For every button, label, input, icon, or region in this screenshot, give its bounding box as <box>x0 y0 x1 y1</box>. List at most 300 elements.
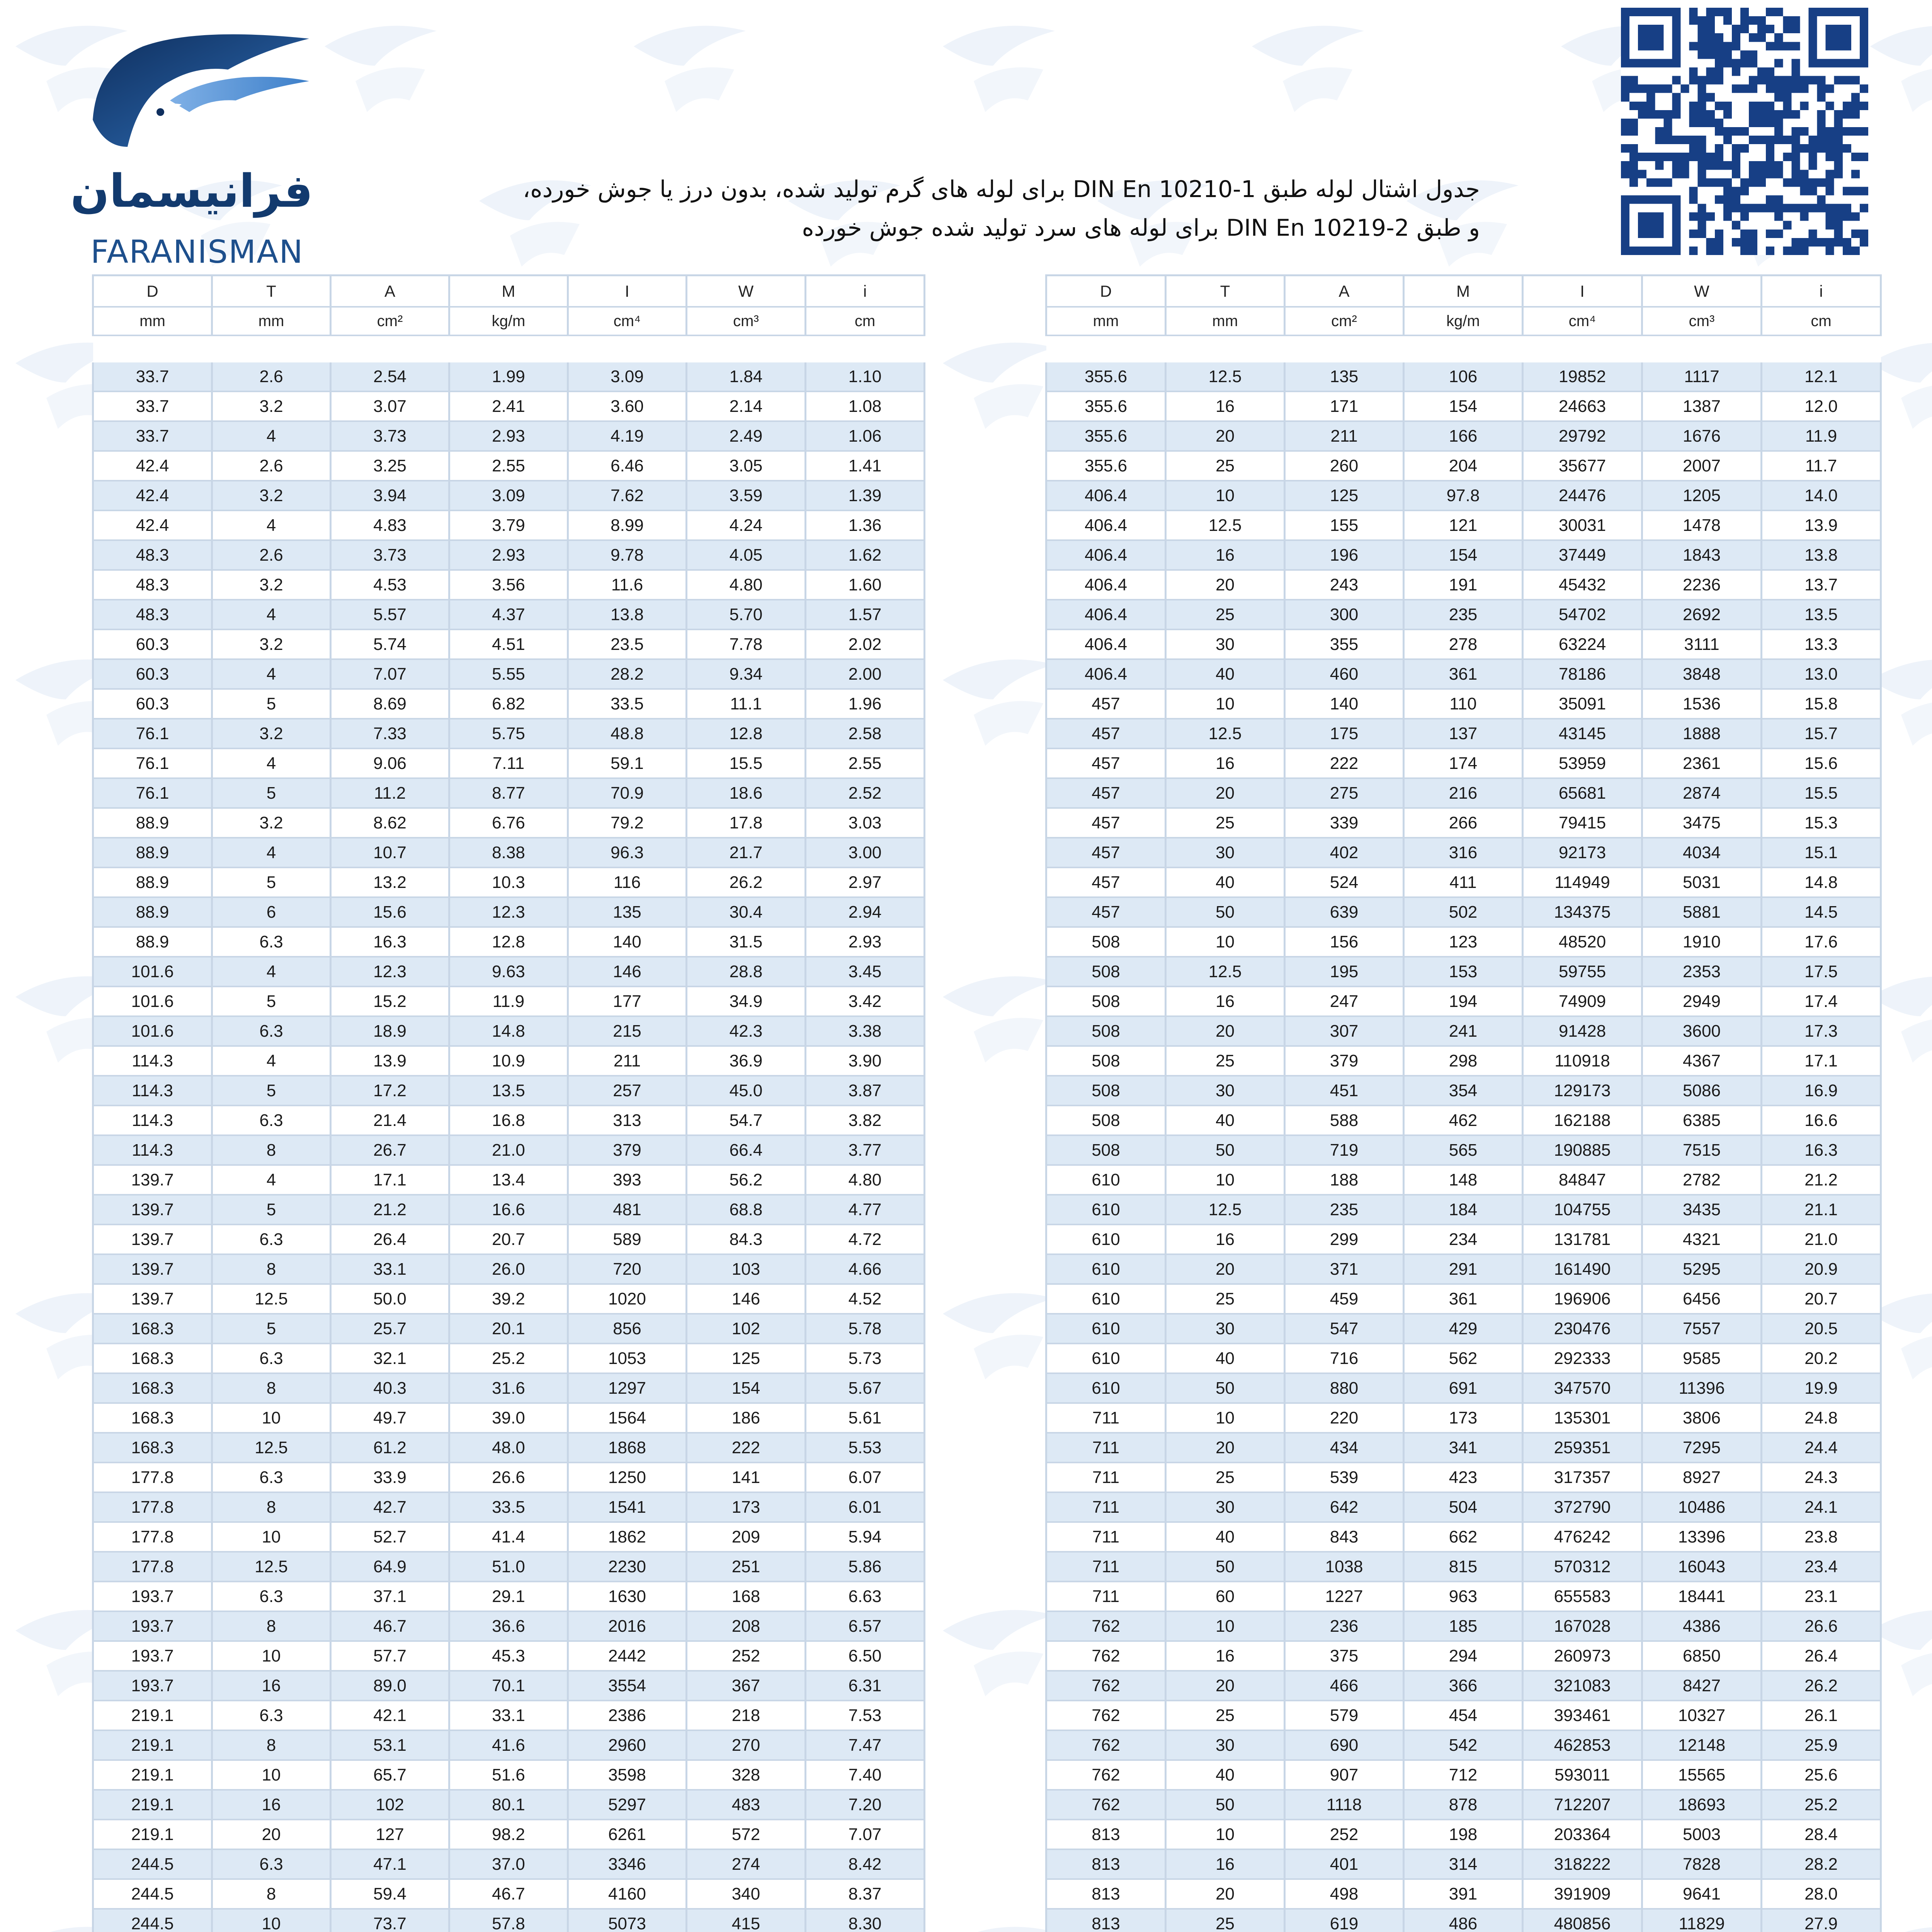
table-row <box>1046 778 1881 808</box>
table-cell: 6.82 <box>449 689 568 719</box>
table-cell: 114.3 <box>93 1105 212 1135</box>
table-cell: 610 <box>1046 1284 1166 1314</box>
table-cell: 33.1 <box>449 1701 568 1730</box>
table-cell: 8 <box>212 1492 331 1522</box>
table-cell: 4321 <box>1642 1225 1762 1254</box>
table-cell: 4.51 <box>449 629 568 659</box>
table-cell: 42.4 <box>93 451 212 481</box>
table-cell: 60.3 <box>93 689 212 719</box>
table-cell: 3.09 <box>449 481 568 510</box>
table-cell: 15.1 <box>1762 838 1881 867</box>
table-cell: 8.42 <box>806 1849 925 1879</box>
table-cell: 51.0 <box>449 1552 568 1582</box>
table-cell: 28.4 <box>1762 1820 1881 1849</box>
table-cell: 292333 <box>1523 1344 1642 1373</box>
table-cell: 191 <box>1404 570 1523 600</box>
table-cell: 10 <box>212 1522 331 1552</box>
table-cell: 16 <box>1166 986 1285 1016</box>
table-cell: 454 <box>1404 1701 1523 1730</box>
table-cell: 31.5 <box>687 927 806 957</box>
table-cell: 21.2 <box>331 1195 449 1225</box>
table-row <box>1046 1611 1881 1641</box>
table-cell: 6.3 <box>212 1016 331 1046</box>
table-cell: 168.3 <box>93 1433 212 1463</box>
column-header: D <box>1046 276 1166 307</box>
table-cell: 34.9 <box>687 986 806 1016</box>
table-cell: 3111 <box>1642 629 1762 659</box>
table-cell: 1888 <box>1642 719 1762 748</box>
table-cell: 28.2 <box>1762 1849 1881 1879</box>
table-cell: 25.2 <box>1762 1790 1881 1820</box>
table-cell: 13.8 <box>568 600 687 629</box>
table-cell: 655583 <box>1523 1582 1642 1611</box>
table-cell: 50 <box>1166 1552 1285 1582</box>
table-cell: 244.5 <box>93 1879 212 1909</box>
title-line: جدول اشتال لوله طبق DIN En 10210-1 برای لوله های گرم تولید شده، بدون درز یا جوش خورده، <box>522 176 1480 203</box>
table-cell: 173 <box>687 1492 806 1522</box>
table-cell: 26.6 <box>1762 1611 1881 1641</box>
table-row <box>1046 1760 1881 1790</box>
table-cell: 59.1 <box>568 748 687 778</box>
table-cell: 4386 <box>1642 1611 1762 1641</box>
table-row <box>93 481 925 510</box>
table-cell: 37.0 <box>449 1849 568 1879</box>
table-row <box>1046 1492 1881 1522</box>
table-cell: 12.0 <box>1762 391 1881 421</box>
table-row <box>1046 1790 1881 1820</box>
table-cell: 252 <box>1285 1820 1404 1849</box>
table-cell: 1.36 <box>806 510 925 540</box>
table-cell: 15.7 <box>1762 719 1881 748</box>
table-cell: 508 <box>1046 957 1166 986</box>
table-cell: 39.2 <box>449 1284 568 1314</box>
table-cell: 610 <box>1046 1195 1166 1225</box>
table-cell: 68.8 <box>687 1195 806 1225</box>
table-row <box>1046 481 1881 510</box>
table-cell: 219.1 <box>93 1790 212 1820</box>
table-cell: 406.4 <box>1046 629 1166 659</box>
table-cell: 16.9 <box>1762 1076 1881 1105</box>
table-cell: 402 <box>1285 838 1404 867</box>
table-cell: 3.2 <box>212 629 331 659</box>
table-cell: 1564 <box>568 1403 687 1433</box>
table-cell: 16 <box>212 1671 331 1701</box>
table-cell: 30 <box>1166 1730 1285 1760</box>
table-row <box>93 808 925 838</box>
table-cell: 12.8 <box>449 927 568 957</box>
table-cell: 66.4 <box>687 1135 806 1165</box>
table-cell: 610 <box>1046 1373 1166 1403</box>
table-cell: 5.61 <box>806 1403 925 1433</box>
table-cell: 40 <box>1166 1344 1285 1373</box>
table-cell: 188 <box>1285 1165 1404 1195</box>
table-row <box>1046 1344 1881 1373</box>
table-cell: 30 <box>1166 1492 1285 1522</box>
table-cell: 355.6 <box>1046 421 1166 451</box>
table-cell: 354 <box>1404 1076 1523 1105</box>
table-cell: 8.69 <box>331 689 449 719</box>
table-cell: 3.90 <box>806 1046 925 1076</box>
table-cell: 53.1 <box>331 1730 449 1760</box>
table-cell: 65.7 <box>331 1760 449 1790</box>
table-cell: 6.3 <box>212 1225 331 1254</box>
table-cell: 4 <box>212 957 331 986</box>
table-cell: 813 <box>1046 1909 1166 1932</box>
table-cell: 4160 <box>568 1879 687 1909</box>
table-cell: 2.54 <box>331 362 449 391</box>
table-cell: 39.0 <box>449 1403 568 1433</box>
table-cell: 20.2 <box>1762 1344 1881 1373</box>
table-cell: 17.8 <box>687 808 806 838</box>
column-unit: mm <box>1166 307 1285 335</box>
table-cell: 406.4 <box>1046 481 1166 510</box>
table-cell: 4.53 <box>331 570 449 600</box>
table-row <box>93 1522 925 1552</box>
table-cell: 3.2 <box>212 391 331 421</box>
table-cell: 13.5 <box>449 1076 568 1105</box>
table-cell: 45.3 <box>449 1641 568 1671</box>
table-cell: 53959 <box>1523 748 1642 778</box>
table-cell: 36.6 <box>449 1611 568 1641</box>
table-row <box>1046 451 1881 481</box>
table-cell: 460 <box>1285 659 1404 689</box>
table-cell: 37449 <box>1523 540 1642 570</box>
table-cell: 3.45 <box>806 957 925 986</box>
table-cell: 1541 <box>568 1492 687 1522</box>
table-cell: 20 <box>1166 421 1285 451</box>
table-cell: 28.0 <box>1762 1879 1881 1909</box>
table-cell: 13.7 <box>1762 570 1881 600</box>
table-cell: 48520 <box>1523 927 1642 957</box>
table-cell: 17.1 <box>331 1165 449 1195</box>
table-cell: 37.1 <box>331 1582 449 1611</box>
table-cell: 16.3 <box>331 927 449 957</box>
table-cell: 1227 <box>1285 1582 1404 1611</box>
table-row <box>1046 1076 1881 1105</box>
table-cell: 691 <box>1404 1373 1523 1403</box>
table-cell: 11.1 <box>687 689 806 719</box>
table-cell: 762 <box>1046 1701 1166 1730</box>
table-cell: 3.87 <box>806 1076 925 1105</box>
table-cell: 10 <box>1166 1611 1285 1641</box>
table-cell: 355.6 <box>1046 391 1166 421</box>
table-cell: 15565 <box>1642 1760 1762 1790</box>
table-row <box>93 1701 925 1730</box>
table-cell: 579 <box>1285 1701 1404 1730</box>
table-cell: 508 <box>1046 1135 1166 1165</box>
table-cell: 5 <box>212 1195 331 1225</box>
table-row <box>93 1076 925 1105</box>
table-cell: 2949 <box>1642 986 1762 1016</box>
table-cell: 17.4 <box>1762 986 1881 1016</box>
table-row <box>93 1105 925 1135</box>
table-cell: 5.75 <box>449 719 568 748</box>
table-cell: 406.4 <box>1046 540 1166 570</box>
column-header: I <box>1523 276 1642 307</box>
table-cell: 79.2 <box>568 808 687 838</box>
table-cell: 33.5 <box>449 1492 568 1522</box>
table-cell: 610 <box>1046 1225 1166 1254</box>
table-cell: 219.1 <box>93 1730 212 1760</box>
table-cell: 4.19 <box>568 421 687 451</box>
table-cell: 8.30 <box>806 1909 925 1932</box>
table-cell: 457 <box>1046 748 1166 778</box>
table-cell: 84.3 <box>687 1225 806 1254</box>
table-cell: 155 <box>1285 510 1404 540</box>
table-cell: 294 <box>1404 1641 1523 1671</box>
column-header: W <box>687 276 806 307</box>
table-cell: 1.10 <box>806 362 925 391</box>
table-row <box>93 1016 925 1046</box>
table-cell: 13.0 <box>1762 659 1881 689</box>
table-cell: 28.2 <box>568 659 687 689</box>
table-cell: 25.6 <box>1762 1760 1881 1790</box>
table-cell: 372790 <box>1523 1492 1642 1522</box>
table-cell: 508 <box>1046 1076 1166 1105</box>
table-cell: 2386 <box>568 1701 687 1730</box>
table-cell: 10 <box>1166 927 1285 957</box>
column-header: I <box>568 276 687 307</box>
table-cell: 146 <box>687 1284 806 1314</box>
table-cell: 508 <box>1046 927 1166 957</box>
table-cell: 459 <box>1285 1284 1404 1314</box>
table-row <box>1046 1284 1881 1314</box>
table-row <box>93 1730 925 1760</box>
table-cell: 4 <box>212 659 331 689</box>
table-cell: 2.02 <box>806 629 925 659</box>
table-cell: 211 <box>568 1046 687 1076</box>
table-cell: 2.93 <box>449 421 568 451</box>
table-cell: 20 <box>1166 1254 1285 1284</box>
table-cell: 711 <box>1046 1552 1166 1582</box>
table-cell: 355.6 <box>1046 362 1166 391</box>
table-cell: 314 <box>1404 1849 1523 1879</box>
table-cell: 14.5 <box>1762 897 1881 927</box>
table-cell: 32.1 <box>331 1344 449 1373</box>
table-cell: 2.14 <box>687 391 806 421</box>
table-cell: 316 <box>1404 838 1523 867</box>
table-cell: 5 <box>212 778 331 808</box>
table-cell: 185 <box>1404 1611 1523 1641</box>
table-cell: 3346 <box>568 1849 687 1879</box>
table-row <box>93 362 925 391</box>
header-row <box>93 276 925 307</box>
table-row <box>93 1344 925 1373</box>
table-cell: 42.7 <box>331 1492 449 1522</box>
table-row <box>93 867 925 897</box>
table-cell: 193.7 <box>93 1671 212 1701</box>
table-cell: 13.2 <box>331 867 449 897</box>
table-cell: 4.66 <box>806 1254 925 1284</box>
table-row <box>1046 540 1881 570</box>
table-cell: 5.94 <box>806 1522 925 1552</box>
table-cell: 4.24 <box>687 510 806 540</box>
table-cell: 17.2 <box>331 1076 449 1105</box>
table-cell: 8427 <box>1642 1671 1762 1701</box>
table-cell: 43145 <box>1523 719 1642 748</box>
column-unit: cm³ <box>1642 307 1762 335</box>
table-cell: 639 <box>1285 897 1404 927</box>
table-cell: 88.9 <box>93 897 212 927</box>
table-row <box>1046 748 1881 778</box>
table-cell: 98.2 <box>449 1820 568 1849</box>
table-cell: 878 <box>1404 1790 1523 1820</box>
table-cell: 307 <box>1285 1016 1404 1046</box>
table-cell: 9585 <box>1642 1344 1762 1373</box>
table-cell: 25 <box>1166 1284 1285 1314</box>
column-unit: cm³ <box>687 307 806 335</box>
table-row <box>1046 1730 1881 1760</box>
spacer-row <box>1046 335 1881 362</box>
table-row <box>93 719 925 748</box>
table-row <box>1046 1433 1881 1463</box>
table-cell: 110918 <box>1523 1046 1642 1076</box>
table-row <box>93 778 925 808</box>
table-cell: 114.3 <box>93 1046 212 1076</box>
table-cell: 234 <box>1404 1225 1523 1254</box>
table-cell: 21.0 <box>449 1135 568 1165</box>
table-cell: 218 <box>687 1701 806 1730</box>
table-cell: 12.5 <box>1166 362 1285 391</box>
table-cell: 504 <box>1404 1492 1523 1522</box>
table-cell: 20.7 <box>1762 1284 1881 1314</box>
table-cell: 154 <box>1404 540 1523 570</box>
column-header: T <box>212 276 331 307</box>
column-header: W <box>1642 276 1762 307</box>
table-cell: 318222 <box>1523 1849 1642 1879</box>
table-cell: 361 <box>1404 659 1523 689</box>
table-row <box>93 1760 925 1790</box>
table-cell: 18441 <box>1642 1582 1762 1611</box>
table-cell: 20 <box>1166 570 1285 600</box>
table-cell: 547 <box>1285 1314 1404 1344</box>
table-row <box>1046 689 1881 719</box>
table-cell: 15.6 <box>1762 748 1881 778</box>
table-cell: 2007 <box>1642 451 1762 481</box>
table-cell: 4.37 <box>449 600 568 629</box>
table-cell: 317357 <box>1523 1463 1642 1492</box>
table-cell: 593011 <box>1523 1760 1642 1790</box>
table-cell: 21.0 <box>1762 1225 1881 1254</box>
table-row <box>1046 927 1881 957</box>
table-cell: 2.52 <box>806 778 925 808</box>
table-row <box>93 510 925 540</box>
table-cell: 20 <box>1166 778 1285 808</box>
table-cell: 196906 <box>1523 1284 1642 1314</box>
table-cell: 278 <box>1404 629 1523 659</box>
table-row <box>1046 1552 1881 1582</box>
table-cell: 813 <box>1046 1879 1166 1909</box>
table-row <box>1046 957 1881 986</box>
table-cell: 856 <box>568 1314 687 1344</box>
table-cell: 45.0 <box>687 1076 806 1105</box>
table-cell: 291 <box>1404 1254 1523 1284</box>
table-cell: 40 <box>1166 1522 1285 1552</box>
table-cell: 7.78 <box>687 629 806 659</box>
column-header: T <box>1166 276 1285 307</box>
table-row <box>1046 1522 1881 1552</box>
table-cell: 610 <box>1046 1165 1166 1195</box>
table-row <box>1046 1582 1881 1611</box>
table-cell: 9641 <box>1642 1879 1762 1909</box>
table-row <box>1046 1403 1881 1433</box>
table-cell: 7.62 <box>568 481 687 510</box>
table-cell: 2361 <box>1642 748 1762 778</box>
table-cell: 41.4 <box>449 1522 568 1552</box>
table-cell: 12.5 <box>1166 719 1285 748</box>
table-cell: 8 <box>212 1730 331 1760</box>
table-cell: 13.5 <box>1762 600 1881 629</box>
table-row <box>1046 808 1881 838</box>
table-cell: 110 <box>1404 689 1523 719</box>
column-unit: mm <box>212 307 331 335</box>
table-cell: 2.55 <box>806 748 925 778</box>
table-cell: 3475 <box>1642 808 1762 838</box>
table-cell: 25 <box>1166 1046 1285 1076</box>
table-cell: 15.5 <box>687 748 806 778</box>
table-cell: 963 <box>1404 1582 1523 1611</box>
table-cell: 13.4 <box>449 1165 568 1195</box>
table-cell: 25 <box>1166 1463 1285 1492</box>
table-cell: 101.6 <box>93 986 212 1016</box>
table-cell: 7.33 <box>331 719 449 748</box>
table-cell: 20 <box>212 1820 331 1849</box>
table-cell: 907 <box>1285 1760 1404 1790</box>
column-header: M <box>1404 276 1523 307</box>
table-cell: 7557 <box>1642 1314 1762 1344</box>
table-cell: 423 <box>1404 1463 1523 1492</box>
table-cell: 18.6 <box>687 778 806 808</box>
table-cell: 59.4 <box>331 1879 449 1909</box>
table-cell: 3.60 <box>568 391 687 421</box>
table-cell: 123 <box>1404 927 1523 957</box>
qr-code[interactable] <box>1621 8 1868 255</box>
table-row <box>1046 1909 1881 1932</box>
table-cell: 6.07 <box>806 1463 925 1492</box>
table-cell: 259351 <box>1523 1433 1642 1463</box>
table-cell: 137 <box>1404 719 1523 748</box>
table-cell: 10327 <box>1642 1701 1762 1730</box>
table-cell: 7.20 <box>806 1790 925 1820</box>
table-cell: 9.06 <box>331 748 449 778</box>
table-cell: 260 <box>1285 451 1404 481</box>
table-cell: 3848 <box>1642 659 1762 689</box>
table-cell: 15.6 <box>331 897 449 927</box>
table-cell: 222 <box>687 1433 806 1463</box>
table-row <box>93 838 925 867</box>
table-cell: 5 <box>212 867 331 897</box>
table-cell: 24663 <box>1523 391 1642 421</box>
table-cell: 10 <box>212 1760 331 1790</box>
table-cell: 7.47 <box>806 1730 925 1760</box>
table-row <box>93 1492 925 1522</box>
table-row <box>1046 391 1881 421</box>
table-cell: 2236 <box>1642 570 1762 600</box>
table-cell: 572 <box>687 1820 806 1849</box>
table-cell: 12.5 <box>1166 1195 1285 1225</box>
table-cell: 222 <box>1285 748 1404 778</box>
table-cell: 508 <box>1046 1105 1166 1135</box>
table-row <box>93 1552 925 1582</box>
table-cell: 6.3 <box>212 1849 331 1879</box>
table-cell: 8 <box>212 1373 331 1403</box>
table-cell: 266 <box>1404 808 1523 838</box>
table-cell: 6.46 <box>568 451 687 481</box>
table-cell: 177 <box>568 986 687 1016</box>
table-cell: 41.6 <box>449 1730 568 1760</box>
table-cell: 101.6 <box>93 957 212 986</box>
table-cell: 3.05 <box>687 451 806 481</box>
